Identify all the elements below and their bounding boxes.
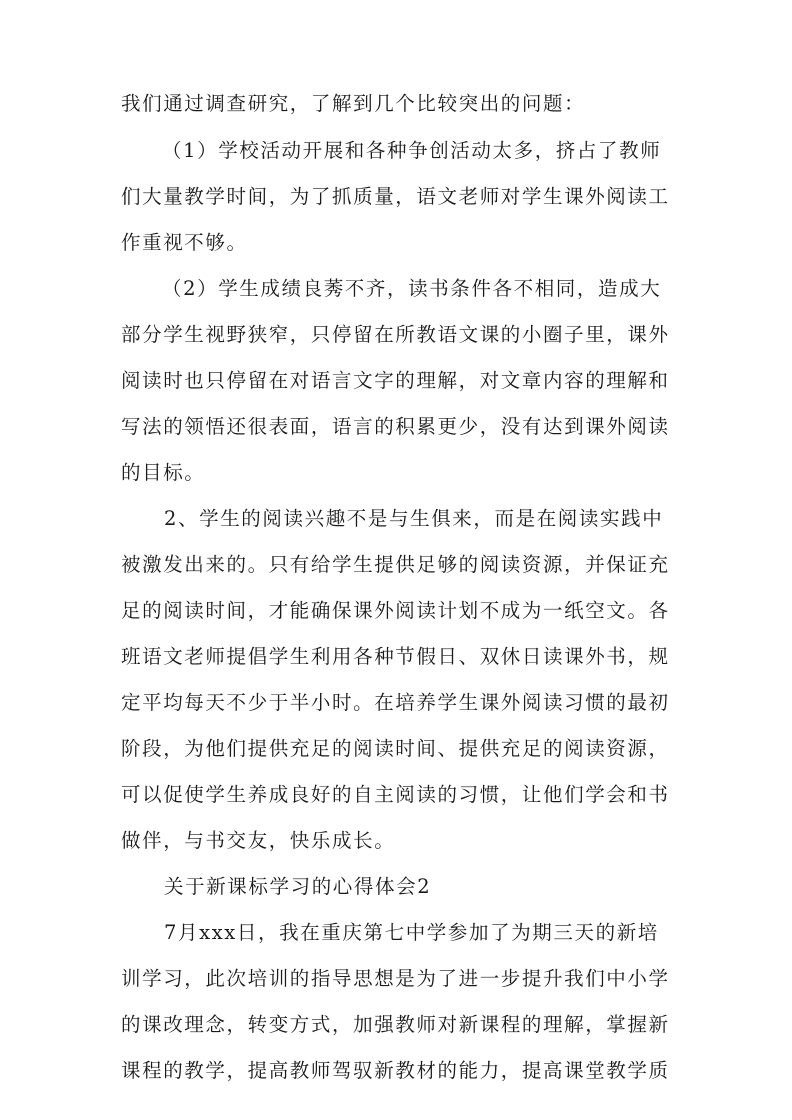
paragraph-line: （2）学生成绩良莠不齐，读书条件各不相同，造成大 [162, 277, 662, 300]
paragraph-line: 2、学生的阅读兴趣不是与生俱来，而是在阅读实践中 [164, 507, 664, 530]
section-heading: 关于新课标学习的心得体会2 [164, 875, 432, 898]
paragraph-line: 作重视不够。 [121, 231, 248, 254]
paragraph-line: （1）学校活动开展和各种争创活动太多，挤占了教师 [162, 139, 662, 162]
paragraph-line: 足的阅读时间，才能确保课外阅读计划不成为一纸空文。各 [121, 599, 670, 622]
paragraph-line: 的课改理念，转变方式，加强教师对新课程的理解，掌握新 [121, 1013, 670, 1036]
paragraph-line: 可以促使学生养成良好的自主阅读的习惯，让他们学会和书 [121, 783, 670, 806]
paragraph-line: 部分学生视野狭窄，只停留在所教语文课的小圈子里，课外 [121, 323, 670, 346]
paragraph-line: 阅读时也只停留在对语言文字的理解，对文章内容的理解和 [121, 369, 670, 392]
paragraph-line: 班语文老师提倡学生利用各种节假日、双休日读课外书，规 [121, 645, 670, 668]
paragraph-line: 定平均每天不少于半小时。在培养学生课外阅读习惯的最初 [121, 691, 670, 714]
paragraph-line: 做伴，与书交友，快乐成长。 [121, 829, 396, 852]
paragraph-line: 训学习，此次培训的指导思想是为了进一步提升我们中小学 [121, 967, 670, 990]
paragraph-line: 7月xxx日，我在重庆第七中学参加了为期三天的新培 [164, 921, 659, 944]
paragraph-line: 们大量教学时间，为了抓质量，语文老师对学生课外阅读工 [121, 185, 670, 208]
paragraph-line: 的目标。 [121, 461, 206, 484]
paragraph-line: 写法的领悟还很表面，语言的积累更少，没有达到课外阅读 [121, 415, 670, 438]
paragraph-line: 阶段，为他们提供充足的阅读时间、提供充足的阅读资源， [121, 737, 670, 760]
paragraph-line: 课程的教学，提高教师驾驭新教材的能力，提高课堂教学质 [121, 1059, 670, 1082]
paragraph-line: 被激发出来的。只有给学生提供足够的阅读资源，并保证充 [121, 553, 670, 576]
paragraph-line: 我们通过调查研究，了解到几个比较突出的问题： [121, 92, 586, 115]
